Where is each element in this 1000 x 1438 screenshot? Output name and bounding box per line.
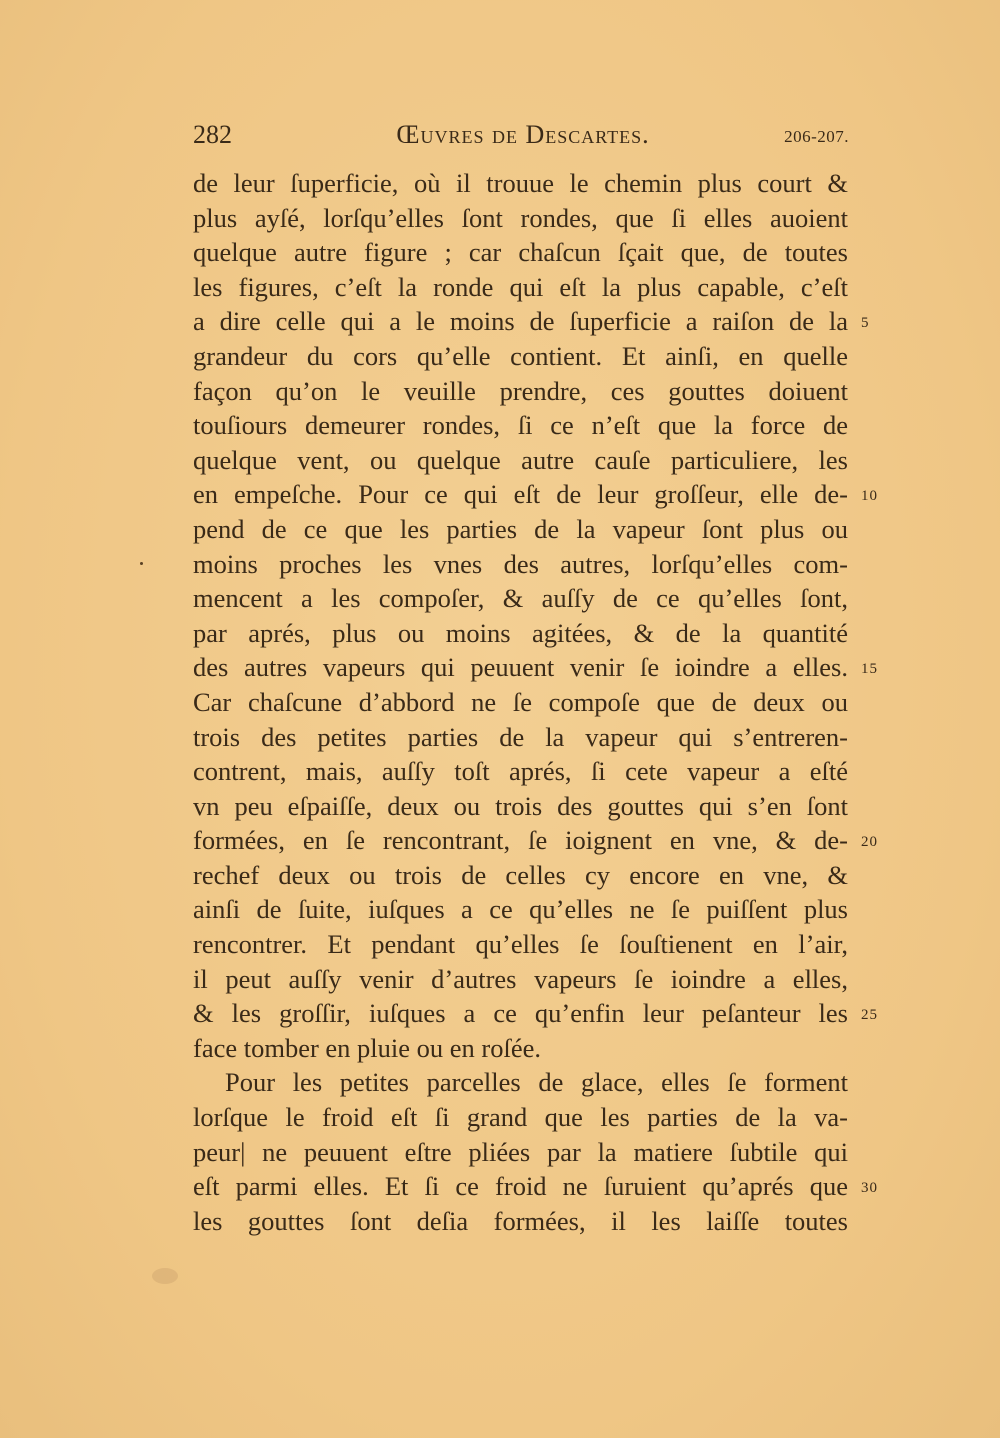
- page-number: 282: [193, 120, 232, 149]
- text-line: [193, 685, 848, 720]
- text-line: [193, 892, 848, 927]
- line-number: 5: [861, 315, 870, 332]
- text-line: [193, 996, 878, 1031]
- line-text: a dire celle qui a le moins de ſuperficie a raiſon de la: [193, 306, 848, 337]
- line-number: 10: [861, 488, 878, 505]
- text-line: [193, 962, 848, 997]
- line-text: lorſque le froid eſt ſi grand que les parties de la va-: [193, 1102, 848, 1133]
- line-text: formées, en ſe rencontrant, ſe ioignent en vne, & de-: [193, 825, 848, 856]
- line-text: en empeſche. Pour ce qui eſt de leur groſſeur, elle de-: [193, 479, 848, 510]
- line-text: rechef deux ou trois de celles cy encore en vne, &: [193, 859, 848, 890]
- line-text: trois des petites parties de la vapeur qui s’entreren-: [193, 721, 848, 752]
- text-line: [193, 512, 848, 547]
- line-text: des autres vapeurs qui peuuent venir ſe ioindre a elles.: [193, 652, 848, 683]
- text-line: [193, 270, 848, 305]
- line-number: 20: [861, 834, 878, 851]
- line-number: 30: [861, 1180, 878, 1197]
- text-line: [193, 374, 848, 409]
- running-title: Œuvres de Descartes.: [396, 120, 650, 149]
- ink-speck: [140, 562, 143, 565]
- text-line: [193, 547, 848, 582]
- text-line: [193, 408, 848, 443]
- line-text: par aprés, plus ou moins agitées, & de la quantité: [193, 617, 848, 648]
- text-line: [193, 616, 848, 651]
- text-line: [193, 1204, 848, 1239]
- body-text: [193, 166, 878, 1238]
- line-text: Car chaſcune d’abbord ne ſe compoſe que de deux ou: [193, 686, 848, 717]
- line-text: peur| ne peuuent eſtre pliées par la matiere ſubtile qui: [193, 1136, 848, 1167]
- line-text: plus ayſé, lorſqu’elles ſont rondes, que ſi elles auoient: [193, 202, 848, 233]
- text-line: [193, 720, 848, 755]
- line-text: face tomber en pluie ou en roſée.: [193, 1032, 542, 1063]
- line-text: contrent, mais, auſſy toſt aprés, ſi cete vapeur a eſté: [193, 756, 848, 787]
- text-line: [193, 823, 878, 858]
- text-line: [193, 858, 848, 893]
- text-line: [193, 650, 878, 685]
- text-line: [193, 339, 848, 374]
- text-line: [193, 1031, 848, 1066]
- text-line: [193, 1065, 848, 1100]
- text-line: [193, 1169, 878, 1204]
- line-text: quelque vent, ou quelque autre cauſe particuliere, les: [193, 444, 848, 475]
- line-text: moins proches les vnes des autres, lorſqu’elles com-: [193, 548, 848, 579]
- text-line: [193, 235, 848, 270]
- text-line: [193, 166, 848, 201]
- line-text: touſiours demeurer rondes, ſi ce n’eſt que la force de: [193, 410, 848, 441]
- line-text: grandeur du cors qu’elle contient. Et ainſi, en quelle: [193, 340, 848, 371]
- text-line: [193, 927, 848, 962]
- line-text: vn peu eſpaiſſe, deux ou trois des gouttes qui s’en ſont: [193, 790, 848, 821]
- line-text: de leur ſuperficie, où il trouue le chemin plus court &: [193, 168, 848, 198]
- line-text: rencontrer. Et pendant qu’elles ſe ſouſtienent en l’air,: [193, 929, 848, 960]
- line-text: les figures, c’eſt la ronde qui eſt la plus capable, c’eſt: [193, 271, 848, 302]
- text-line: [193, 789, 848, 824]
- page-header: [193, 118, 853, 152]
- line-text: il peut auſſy venir d’autres vapeurs ſe ioindre a elles,: [193, 963, 848, 994]
- line-number: 15: [861, 661, 878, 678]
- line-text: ainſi de ſuite, iuſques a ce qu’elles ne ſe puiſſent plus: [193, 894, 848, 925]
- text-line: [193, 1100, 848, 1135]
- line-text: quelque autre figure ; car chaſcun ſçait que, de toutes: [193, 237, 848, 268]
- line-number: 25: [861, 1007, 878, 1024]
- text-line: [193, 581, 848, 616]
- text-line: [193, 477, 878, 512]
- line-text: Pour les petites parcelles de glace, elles ſe forment: [225, 1067, 848, 1098]
- line-text: pend de ce que les parties de la vapeur ſont plus ou: [193, 513, 848, 544]
- line-text: les gouttes ſont deſia formées, il les laiſſe toutes: [193, 1205, 848, 1236]
- line-text: & les groſſir, iuſques a ce qu’enfin leur peſanteur les: [193, 998, 848, 1029]
- page-range: 206-207.: [784, 127, 849, 146]
- text-line: [193, 201, 848, 236]
- line-text: eſt parmi elles. Et ſi ce froid ne ſuruient qu’aprés que: [193, 1171, 848, 1202]
- text-line: [193, 304, 870, 339]
- line-text: mencent a les compoſer, & auſſy de ce qu’elles ſont,: [193, 583, 848, 614]
- text-line: [193, 1135, 848, 1170]
- text-line: [193, 443, 848, 478]
- text-line: [193, 754, 848, 789]
- line-text: façon qu’on le veuille prendre, ces gouttes doiuent: [193, 375, 848, 406]
- paper-smudge: [152, 1268, 178, 1284]
